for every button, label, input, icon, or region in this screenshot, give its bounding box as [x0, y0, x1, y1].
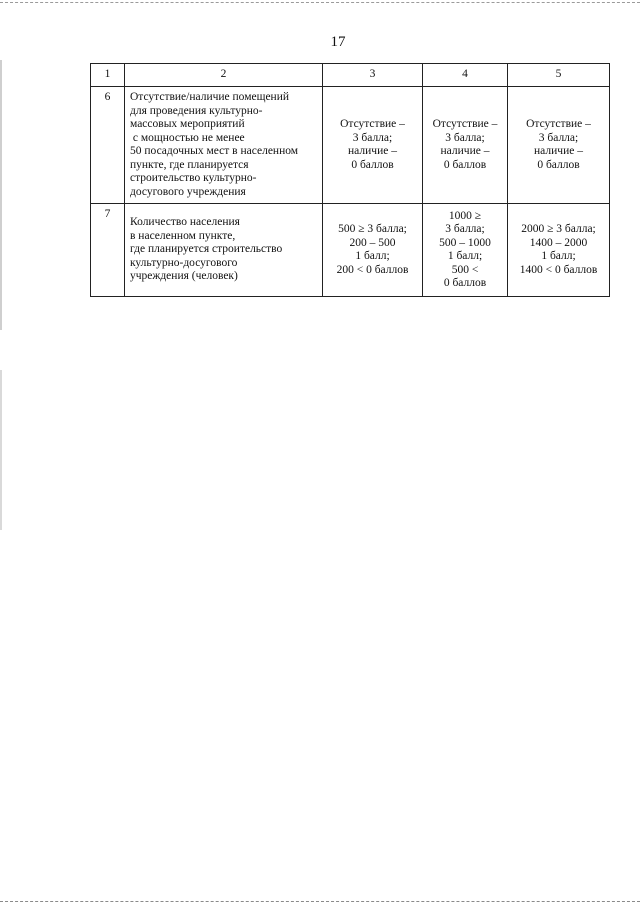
score-cell: Отсутствие – 3 балла; наличие – 0 баллов: [323, 87, 423, 204]
score-cell: 1000 ≥ 3 балла; 500 – 1000 1 балл; 500 < 0 баллов: [423, 204, 508, 297]
column-header: 2: [125, 64, 323, 87]
table-row: [91, 87, 610, 204]
page-number: 17: [330, 34, 346, 50]
description-line: в населенном пункте,: [130, 229, 236, 242]
score-cell: Отсутствие – 3 балла; наличие – 0 баллов: [423, 87, 508, 204]
criterion-description: [125, 204, 323, 297]
description-line: строительство культурно-: [130, 172, 257, 184]
column-header: 1: [91, 64, 125, 87]
criteria-table: [90, 63, 610, 297]
column-header: 3: [323, 64, 423, 87]
description-line: 50 посадочных мест в населенном: [130, 145, 299, 157]
description-line: культурно-досугового: [130, 256, 238, 269]
description-line: Количество населения: [130, 216, 240, 229]
description-line: массовых мероприятий: [130, 118, 245, 130]
row-number: 6: [91, 87, 125, 204]
description-line: Отсутствие/наличие помещений: [130, 91, 290, 103]
description-line: пункте, где планируется: [130, 158, 249, 171]
description-line: учреждения (человек): [130, 270, 238, 283]
table-header-row: [91, 64, 610, 87]
row-number: 7: [91, 204, 125, 297]
description-line: досугового учреждения: [130, 185, 246, 198]
criterion-description: [125, 87, 323, 204]
column-header: 5: [508, 64, 610, 87]
scan-edge-left: [0, 370, 2, 530]
table-row: [91, 204, 610, 297]
description-line: где планируется строительство: [130, 243, 283, 256]
scan-edge-bottom: [0, 901, 640, 903]
scan-edge-left: [0, 60, 2, 330]
score-cell: 2000 ≥ 3 балла; 1400 – 2000 1 балл; 1400 < 0 баллов: [508, 204, 610, 297]
score-cell: 500 ≥ 3 балла; 200 – 500 1 балл; 200 < 0 баллов: [323, 204, 423, 297]
description-line: с мощностью не менее: [130, 131, 245, 144]
score-cell: Отсутствие – 3 балла; наличие – 0 баллов: [508, 87, 610, 204]
column-header: 4: [423, 64, 508, 87]
scan-edge-top: [0, 2, 640, 4]
description-line: для проведения культурно-: [130, 104, 263, 117]
